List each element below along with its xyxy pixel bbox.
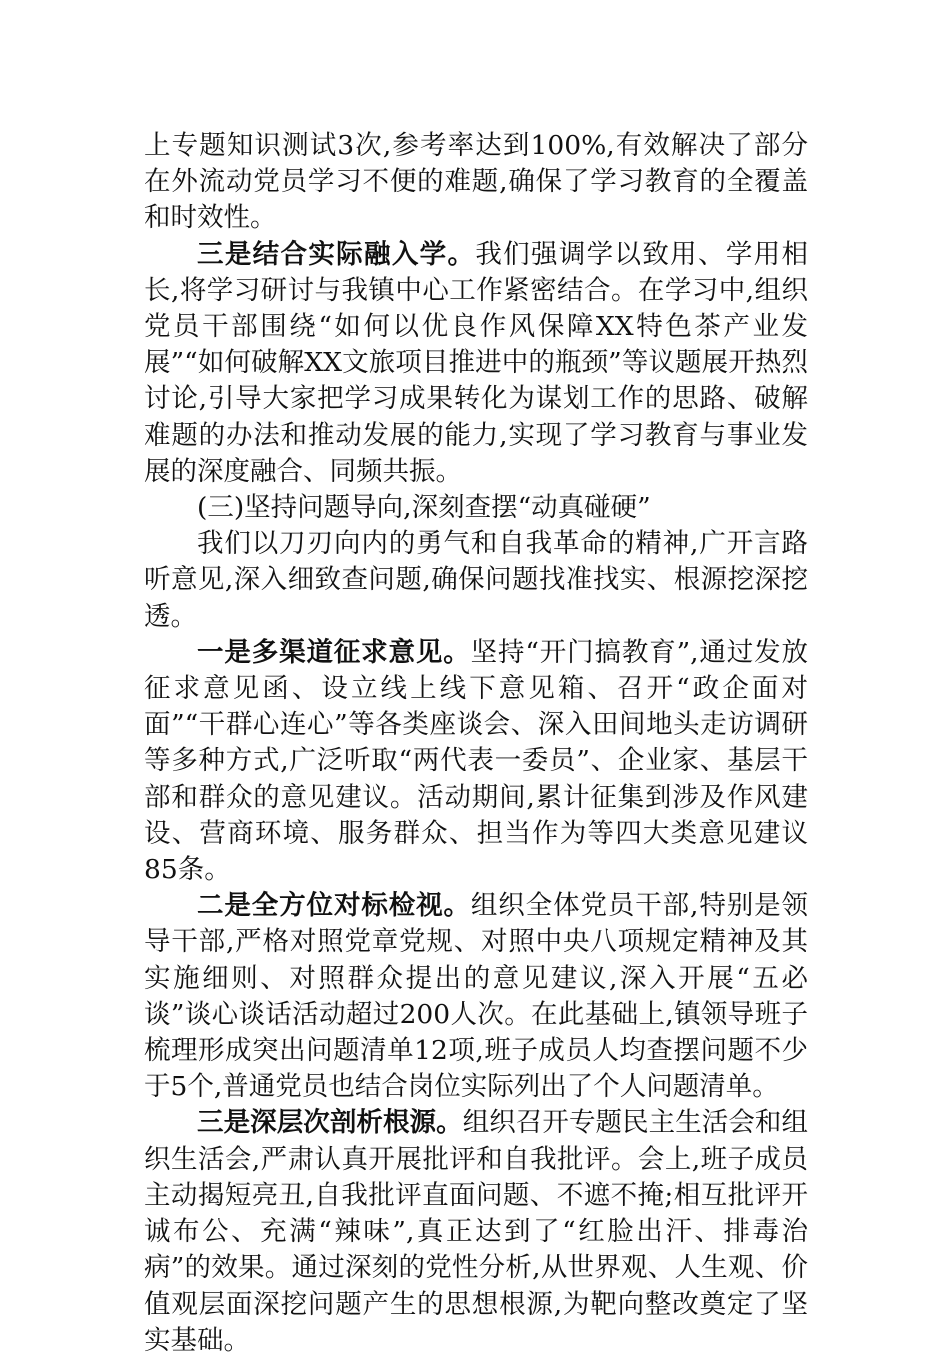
paragraph-intro	[144, 526, 808, 635]
paragraph-solicit-opinions	[144, 635, 808, 888]
paragraph-body: 我们强调学以致用、学用相长,将学习研讨与我镇中心工作紧密结合。在学习中,组织党员干部围绕“如何以优良作风保障XX特色茶产业发展”“如何破解XX文旅项目推进中的瓶颈”等议题展开热烈讨论,引导大家把学习成果转化为谋划工作的思路、破解难题的办法和推动发展的能力,实现了学习教育与事业发展的深度融合、同频共振。	[144, 238, 809, 487]
section-heading	[144, 490, 808, 526]
section-heading-text: (三)坚持问题导向,深刻查摆“动真碰硬”	[197, 492, 651, 524]
paragraph-body: 我们以刀刃向内的勇气和自我革命的精神,广开言路听意见,深入细致查问题,确保问题找准找实、根源挖深挖透。	[144, 528, 808, 632]
paragraph-body: 组织全体党员干部,特别是领导干部,严格对照党章党规、对照中央八项规定精神及其实施细则、对照群众提出的意见建议,深入开展“五必谈”谈心谈话活动超过200人次。在此基础上,镇领导班子梳理形成突出问题清单12项,班子成员人均查摆问题不少于5个,普通党员也结合岗位实际列出了个人问题清单。	[144, 890, 809, 1103]
paragraph-body: 坚持“开门搞教育”,通过发放征求意见函、设立线上线下意见箱、召开“政企面对面”“干群心连心”等各类座谈会、深入田间地头走访调研等多种方式,广泛听取“两代表一委员”、企业家、基层干部和群众的意见建议。活动期间,累计征集到涉及作风建设、营商环境、服务群众、担当作为等四大类意见建议85条。	[144, 636, 808, 886]
paragraph-body: 上专题知识测试3次,参考率达到100%,有效解决了部分在外流动党员学习不便的难题,确保了学习教育的全覆盖和时效性。	[144, 130, 808, 234]
paragraph-self-review	[144, 888, 808, 1105]
paragraph-lead: 三是深层次剖析根源。	[197, 1107, 463, 1139]
paragraph-lead: 二是全方位对标检视。	[197, 890, 471, 922]
paragraph-lead: 一是多渠道征求意见。	[197, 636, 471, 668]
document-page	[144, 128, 808, 1359]
paragraph-root-analysis	[144, 1105, 808, 1358]
paragraph-integrate-practice	[144, 237, 808, 490]
paragraph-continuation	[144, 128, 808, 237]
paragraph-body: 组织召开专题民主生活会和组织生活会,严肃认真开展批评和自我批评。会上,班子成员主动揭短亮丑,自我批评直面问题、不遮不掩;相互批评开诚布公、充满“辣味”,真正达到了“红脸出汗、排毒治病”的效果。通过深刻的党性分析,从世界观、人生观、价值观层面深挖问题产生的思想根源,为靶向整改奠定了坚实基础。	[144, 1107, 809, 1356]
paragraph-lead: 三是结合实际融入学。	[197, 238, 476, 270]
